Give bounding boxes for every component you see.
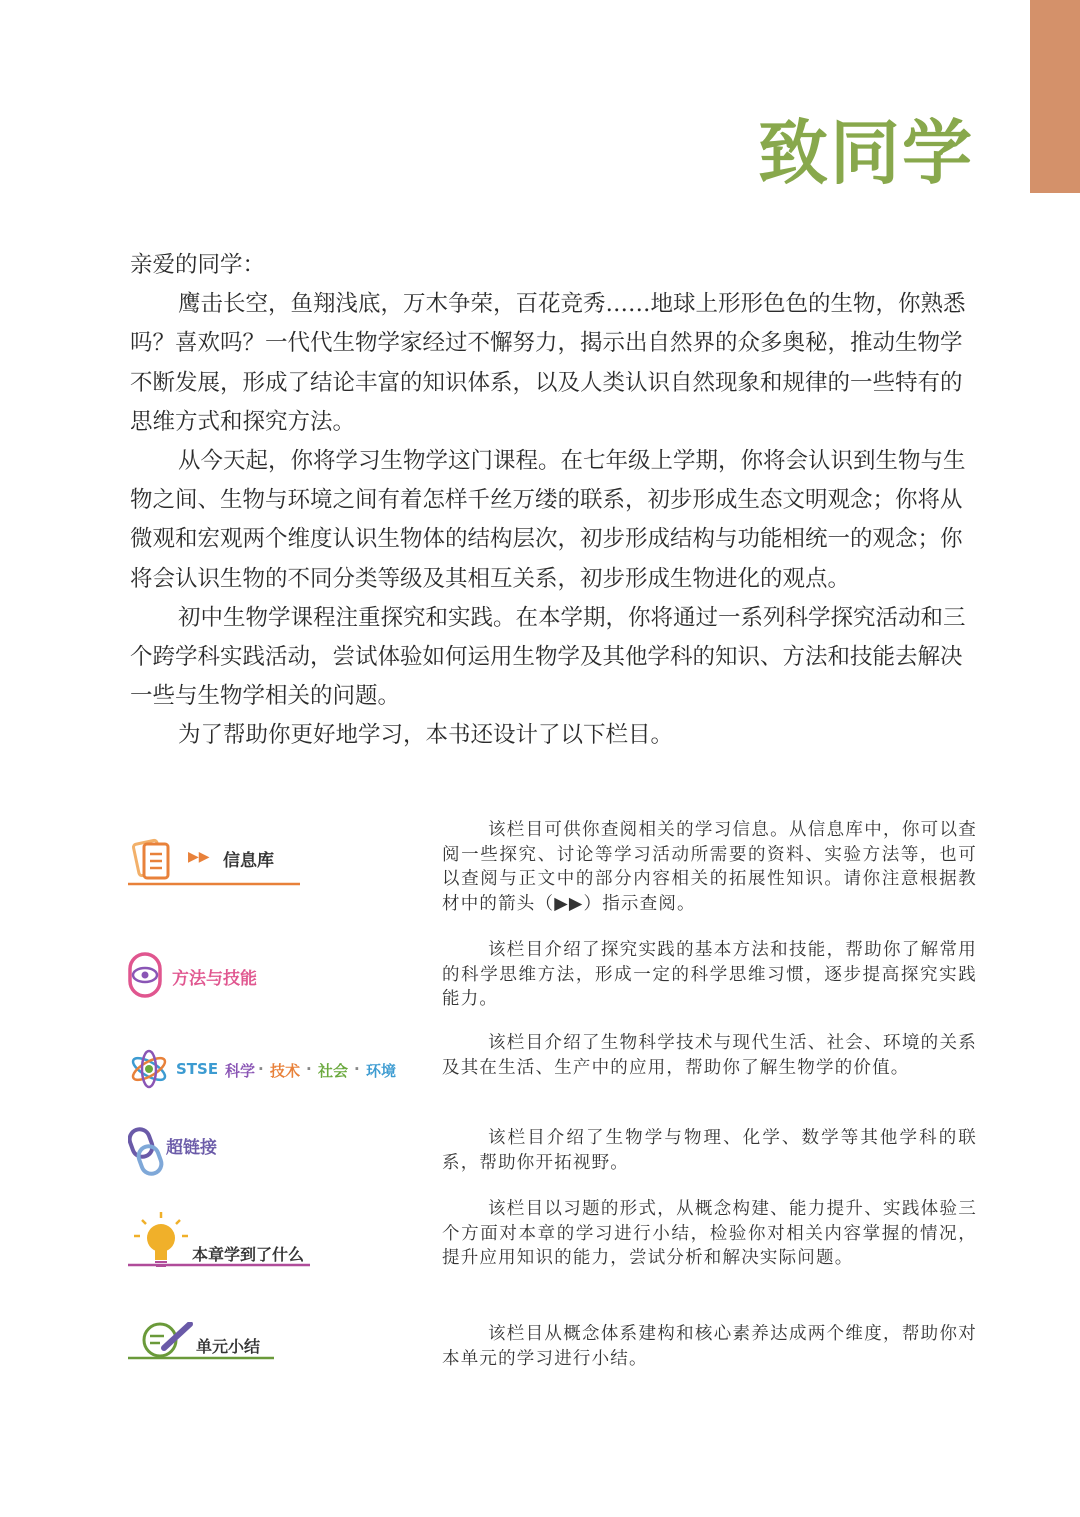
intro-paragraph: 从今天起，你将学习生物学这门课程。在七年级上学期，你将会认识到生物与生物之间、生物与环境之间有着怎样千丝万缕的联系，初步形成生态文明观念；你将从微观和宏观两个维度认识生物体的结构层次，初步形成结构与功能相统一的观念；你将会认识生物的不同分类等级及其相互关系，初步形成生物进化的观点。: [130, 448, 966, 592]
section-label: 方法与技能: [172, 969, 257, 989]
chapter-summary-badge: [128, 1212, 313, 1278]
stse-badge: [128, 1045, 397, 1097]
stse-label-science: 科学: [225, 1062, 256, 1080]
stse-label: STSE: [176, 1060, 219, 1078]
section-description: 该栏目介绍了生物科学技术与现代生活、社会、环境的关系及其在生活、生产中的应用，帮助你了解生物学的价值。: [442, 1033, 977, 1078]
info-library-badge: [128, 838, 303, 894]
stse-separator: ·: [258, 1060, 264, 1078]
intro-paragraph: 鹰击长空，鱼翔浅底，万木争荣，百花竞秀……地球上形形色色的生物，你熟悉吗？喜欢吗？一代代生物学家经过不懈努力，揭示出自然界的众多奥秘，推动生物学不断发展，形成了结论丰富的知识体系，以及人类认识自然现象和规律的一些特有的思维方式和探究方法。: [130, 291, 966, 435]
methods-badge: [128, 950, 303, 1006]
section-description: 该栏目介绍了探究实践的基本方法和技能，帮助你了解常用的科学思维方法，形成一定的科学思维习惯，逐步提高探究实践能力。: [442, 940, 977, 1010]
stse-label-environment: 环境: [366, 1062, 397, 1080]
atom-icon: [128, 1045, 172, 1093]
side-tab-marker: [1030, 0, 1080, 193]
document-icon: [128, 838, 303, 890]
stse-separator: ·: [354, 1060, 360, 1078]
greeting: 亲爱的同学：: [130, 252, 266, 278]
stse-label-society: 社会: [318, 1062, 349, 1080]
section-label: 单元小结: [196, 1337, 261, 1356]
intro-paragraph: 为了帮助你更好地学习，本书还设计了以下栏目。: [178, 722, 674, 749]
section-description: 该栏目可供你查阅相关的学习信息。从信息库中，你可以查阅一些探究、讨论等学习活动所需要的资料、实验方法等，也可以查阅与正文中的部分内容相关的拓展性知识。请你注意根据教材中的箭头（▶▶）指示查阅。: [442, 820, 977, 914]
section-label: 超链接: [166, 1138, 217, 1158]
intro-paragraph: 初中生物学课程注重探究和实践。在本学期，你将通过一系列科学探究活动和三个跨学科实践活动，尝试体验如何运用生物学及其他学科的知识、方法和技能去解决一些与生物学相关的问题。: [130, 604, 966, 710]
section-description: 该栏目以习题的形式，从概念构建、能力提升、实践体验三个方面对本章的学习进行小结，检验你对相关内容掌握的情况，提升应用知识的能力，尝试分析和解决实际问题。: [442, 1199, 977, 1269]
intro-letter: [130, 246, 980, 756]
section-label: 本章学到了什么: [192, 1245, 305, 1264]
hyperlink-badge: [128, 1126, 217, 1182]
page-title: 致同学: [758, 112, 974, 194]
section-label: 信息库: [223, 851, 274, 871]
stse-label-technology: 技术: [270, 1062, 301, 1080]
arrow-icon: ▶▶: [188, 849, 210, 865]
section-description: 该栏目从概念体系建构和核心素养达成两个维度，帮助你对本单元的学习进行小结。: [442, 1324, 977, 1369]
section-description: 该栏目介绍了生物学与物理、化学、数学等其他学科的联系，帮助你开拓视野。: [442, 1128, 977, 1173]
unit-summary-badge: [128, 1322, 278, 1368]
stse-separator: ·: [306, 1060, 312, 1078]
